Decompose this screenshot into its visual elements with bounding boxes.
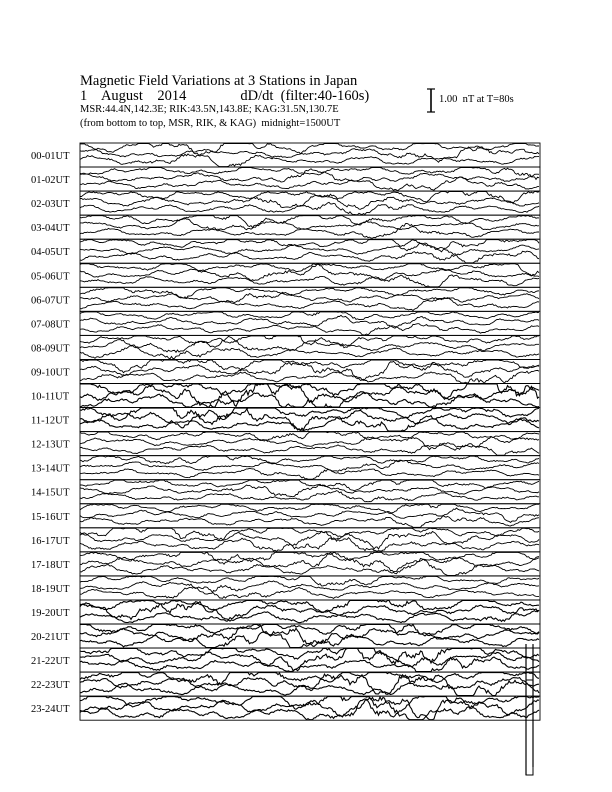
panel-label: 15-16UT bbox=[31, 511, 70, 523]
trace-RIK bbox=[80, 264, 539, 280]
trace-KAG bbox=[80, 456, 539, 464]
panel-label: 22-23UT bbox=[31, 680, 70, 692]
trace-KAG bbox=[80, 625, 539, 636]
panel-11-12UT bbox=[31, 408, 540, 432]
panel-06-07UT bbox=[31, 287, 540, 311]
midnight-note: midnight=1500UT bbox=[261, 118, 341, 129]
panel-01-02UT bbox=[31, 167, 540, 191]
scale-label: 1.00 nT at T=80s bbox=[439, 94, 514, 105]
panel-00-01UT bbox=[31, 143, 540, 167]
trace-MSR bbox=[80, 632, 539, 648]
date-label: 1 August 2014 bbox=[80, 88, 187, 104]
panel-18-19UT bbox=[31, 576, 540, 600]
panel-12-13UT bbox=[31, 432, 540, 456]
panel-20-21UT bbox=[31, 624, 540, 648]
trace-RIK bbox=[80, 315, 539, 328]
panel-label: 08-09UT bbox=[31, 343, 70, 355]
panel-04-05UT bbox=[31, 239, 540, 263]
trace-KAG bbox=[80, 697, 539, 713]
trace-RIK bbox=[80, 361, 539, 380]
panel-08-09UT bbox=[31, 335, 540, 359]
trace-RIK bbox=[80, 218, 539, 231]
panel-label: 18-19UT bbox=[31, 583, 70, 595]
trace-MSR bbox=[80, 515, 539, 527]
trace-MSR bbox=[80, 370, 539, 383]
trace-KAG bbox=[80, 552, 539, 564]
panel-02-03UT bbox=[31, 191, 540, 215]
trace-KAG bbox=[80, 432, 539, 441]
panel-label: 07-08UT bbox=[31, 319, 70, 331]
panel-label: 05-06UT bbox=[31, 271, 70, 283]
panel-label: 12-13UT bbox=[31, 439, 70, 451]
trace-RIK bbox=[80, 169, 539, 182]
panel-label: 06-07UT bbox=[31, 295, 70, 307]
panel-15-16UT bbox=[31, 504, 540, 528]
trace-MSR bbox=[80, 538, 539, 552]
trace-MSR bbox=[80, 224, 539, 239]
trace-MSR bbox=[80, 324, 539, 335]
panel-label: 13-14UT bbox=[31, 463, 70, 475]
panel-label: 16-17UT bbox=[31, 535, 70, 547]
panel-13-14UT bbox=[31, 456, 540, 480]
spike-envelope bbox=[526, 680, 533, 775]
quantity-label: dD/dt (filter:40-160s) bbox=[240, 88, 370, 104]
panel-label: 17-18UT bbox=[31, 559, 70, 571]
panel-14-15UT bbox=[31, 480, 540, 504]
trace-MSR bbox=[80, 444, 539, 456]
panel-label: 21-22UT bbox=[31, 656, 70, 668]
panel-07-08UT bbox=[31, 311, 540, 335]
trace-KAG bbox=[80, 673, 539, 685]
trace-MSR bbox=[80, 251, 539, 263]
panel-label: 03-04UT bbox=[31, 223, 70, 235]
order-note: (from bottom to top, MSR, RIK, & KAG) bbox=[80, 118, 257, 129]
trace-KAG bbox=[80, 504, 539, 513]
panel-frame bbox=[80, 600, 540, 624]
trace-MSR bbox=[80, 680, 539, 695]
panel-17-18UT bbox=[31, 552, 540, 576]
panel-label: 11-12UT bbox=[31, 415, 70, 427]
trace-MSR bbox=[80, 558, 539, 575]
trace-MSR bbox=[80, 202, 539, 214]
panel-19-20UT bbox=[31, 600, 540, 624]
trace-MSR bbox=[80, 491, 539, 502]
trace-RIK bbox=[80, 336, 539, 352]
trace-RIK bbox=[80, 460, 539, 471]
panel-frame bbox=[80, 672, 540, 696]
trace-RIK bbox=[80, 292, 539, 302]
panel-label: 01-02UT bbox=[31, 175, 70, 187]
trace-MSR bbox=[80, 275, 539, 287]
trace-RIK bbox=[80, 408, 539, 430]
trace-KAG bbox=[80, 216, 539, 228]
trace-MSR bbox=[80, 416, 539, 432]
panel-label: 19-20UT bbox=[31, 607, 70, 619]
panel-10-11UT bbox=[31, 384, 540, 408]
panel-frame bbox=[80, 456, 540, 480]
chart-title: Magnetic Field Variations at 3 Stations in Japan bbox=[80, 73, 358, 89]
panel-09-10UT bbox=[31, 359, 540, 383]
panel-label: 10-11UT bbox=[31, 391, 70, 403]
panel-23-24UT bbox=[31, 696, 540, 720]
panel-03-04UT bbox=[31, 215, 540, 239]
trace-KAG bbox=[80, 288, 539, 298]
panel-label: 09-10UT bbox=[31, 367, 70, 379]
panel-label: 02-03UT bbox=[31, 199, 70, 211]
panel-label: 20-21UT bbox=[31, 632, 70, 643]
trace-MSR bbox=[80, 345, 539, 359]
panel-label: 00-01UT bbox=[31, 151, 70, 162]
panel-22-23UT bbox=[31, 672, 540, 696]
panel-label: 14-15UT bbox=[31, 487, 70, 499]
panel-label: 04-05UT bbox=[31, 247, 70, 259]
panel-05-06UT bbox=[31, 263, 540, 287]
panel-label: 23-24UT bbox=[31, 704, 70, 716]
panel-frame bbox=[80, 215, 540, 239]
panel-16-17UT bbox=[31, 528, 540, 552]
trace-RIK bbox=[80, 384, 539, 407]
trace-RIK bbox=[80, 698, 539, 720]
trace-KAG bbox=[80, 312, 539, 320]
panel-21-22UT bbox=[31, 648, 540, 672]
station-coordinates: MSR:44.4N,142.3E; RIK:43.5N,143.8E; KAG:31.5N,130.7E bbox=[80, 104, 339, 115]
trace-MSR bbox=[80, 468, 539, 479]
trace-MSR bbox=[80, 154, 539, 167]
